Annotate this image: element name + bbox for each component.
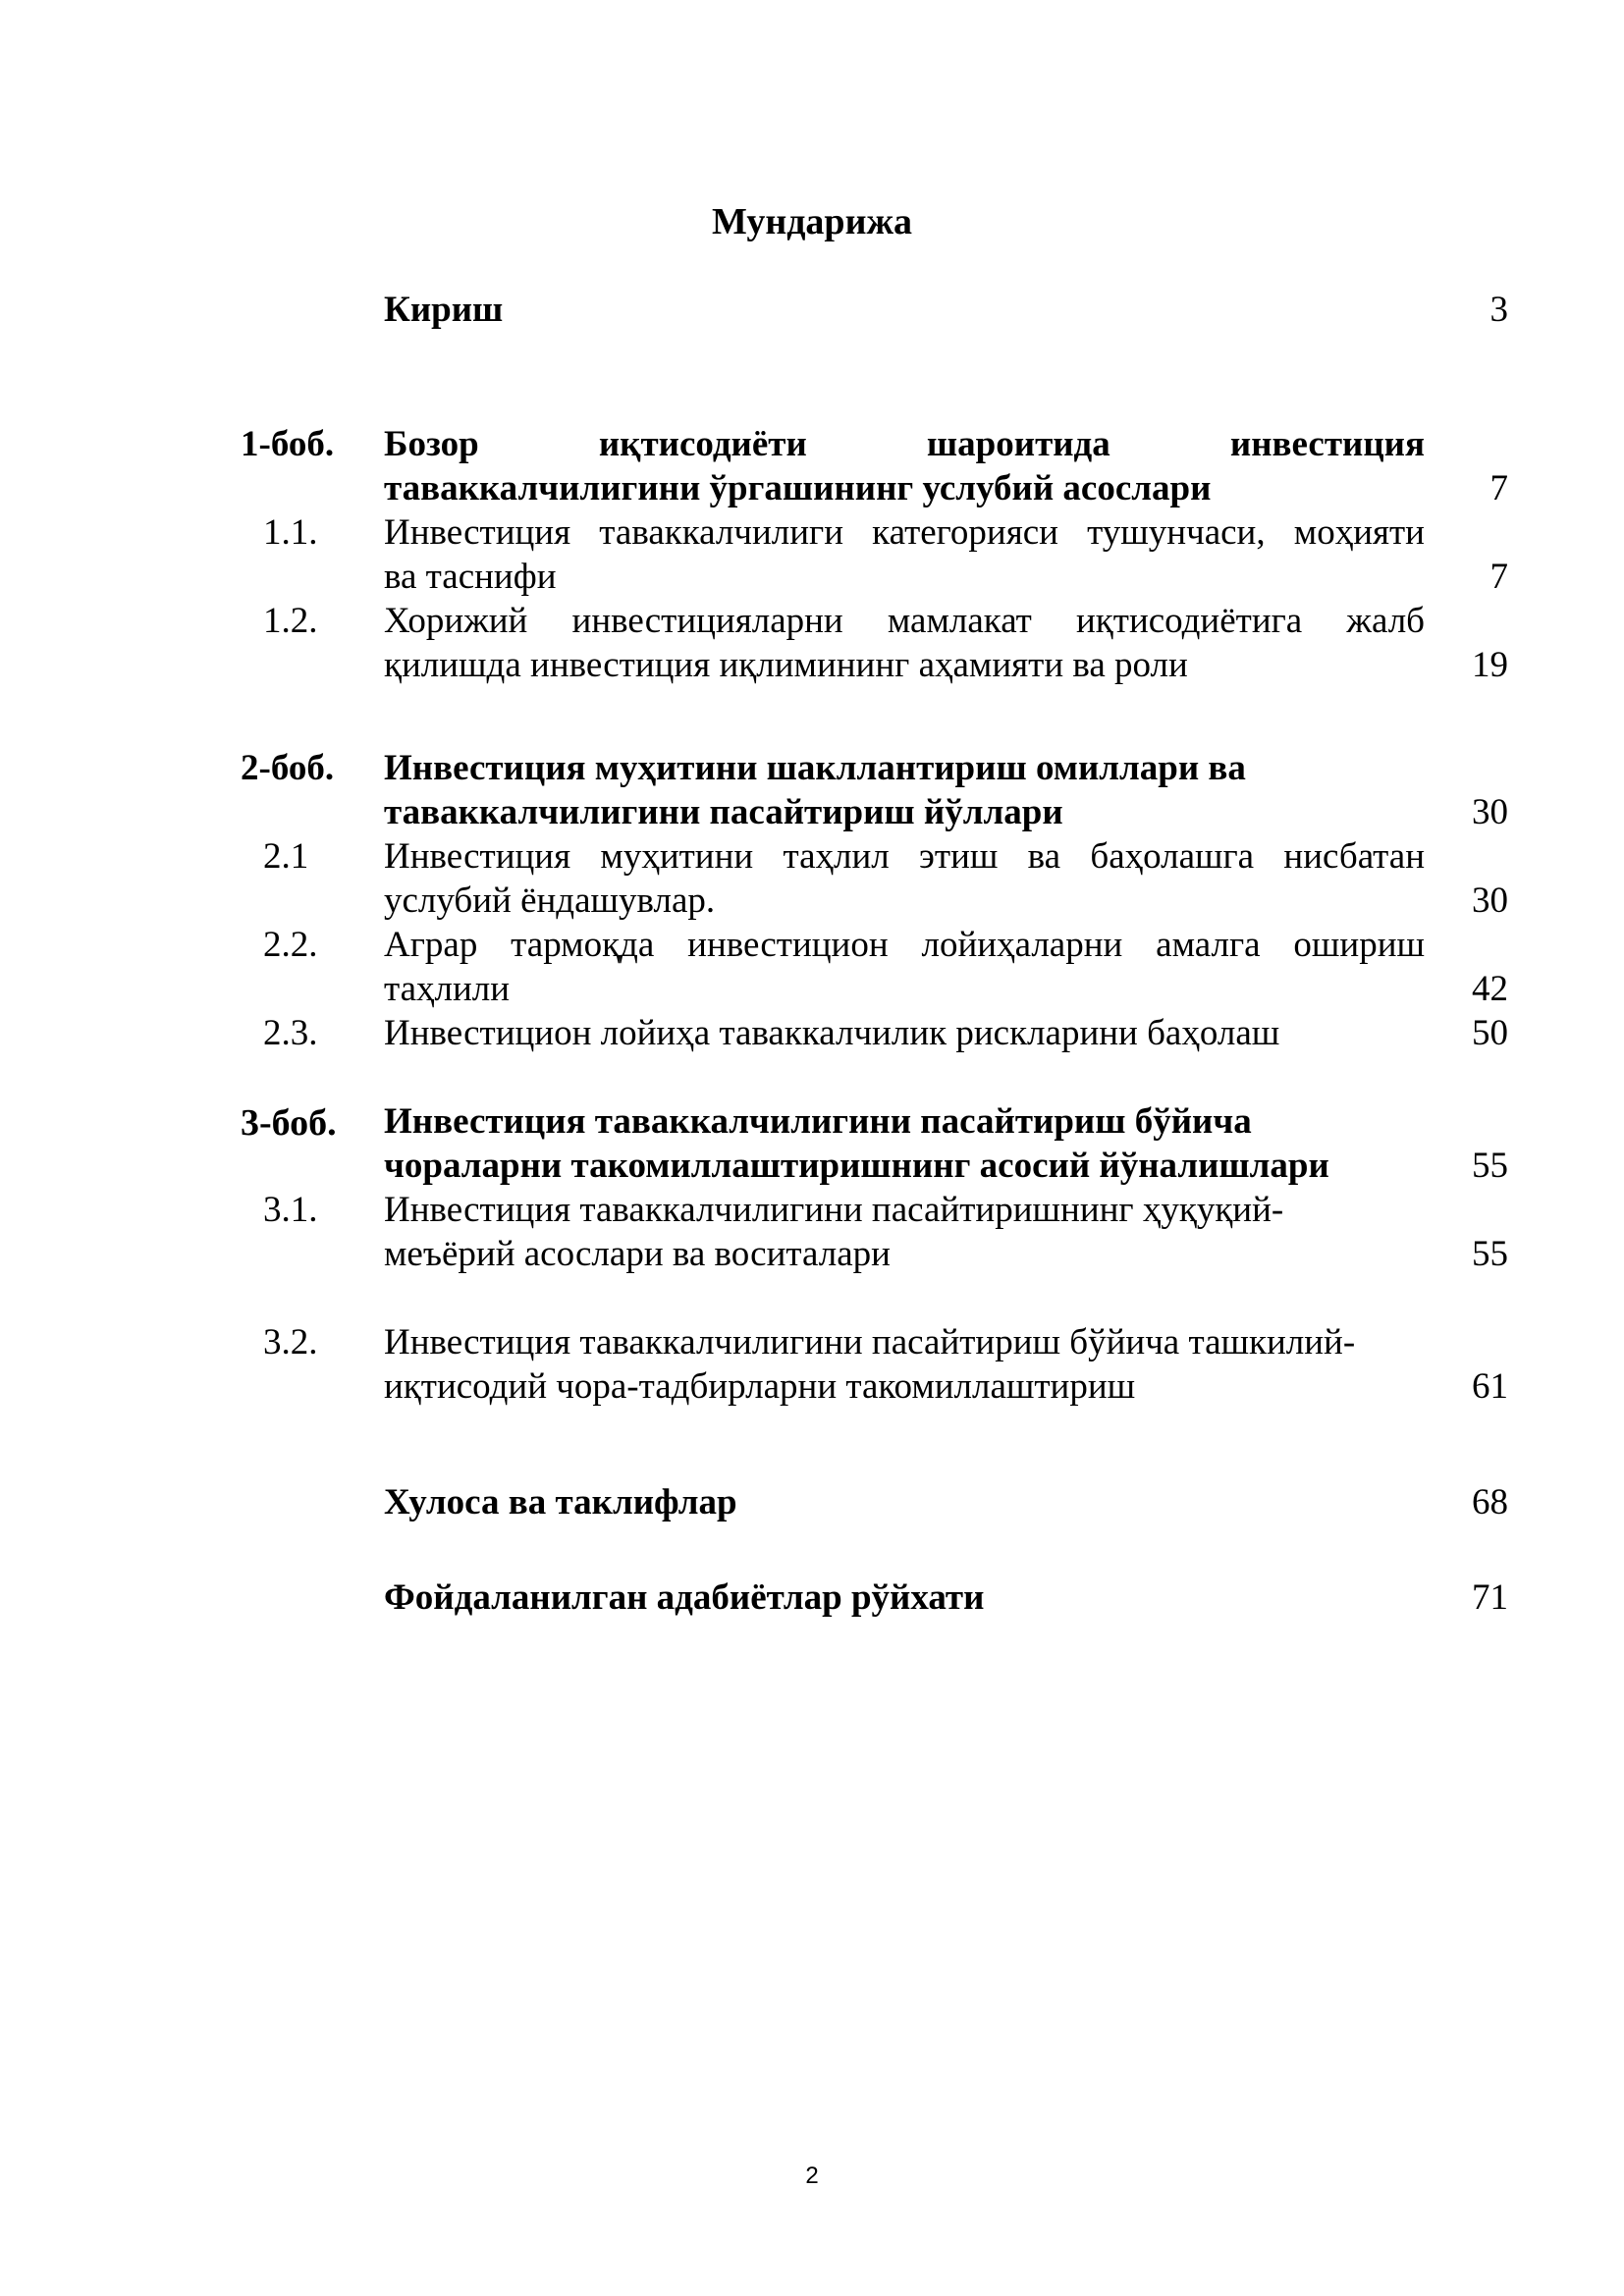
footer-page-number: 2: [805, 2163, 819, 2189]
section-title-line: таҳлили: [384, 969, 511, 1009]
chapter-title-line: Бозор иқтисодиёти шароитида инвестиция: [384, 424, 1425, 464]
chapter-number: 3-боб.: [241, 1102, 337, 1144]
toc-page-number: 30: [1472, 792, 1508, 832]
toc-page-number: 42: [1472, 969, 1508, 1009]
chapter-number: 2-боб.: [241, 748, 335, 788]
section-title-line: меъёрий асослари ва воситалари: [384, 1234, 891, 1274]
toc-page-number: 71: [1472, 1577, 1508, 1618]
chapter-title-line: таваккалчилигини ўргашининг услубий асослари: [384, 468, 1212, 508]
toc-page-number: 55: [1472, 1146, 1508, 1186]
section-number: 2.1: [263, 836, 309, 877]
chapter-title-line: Инвестиция муҳитини шакллантириш омиллари ва: [384, 748, 1246, 788]
toc-page-number: 50: [1472, 1013, 1508, 1053]
section-number: 1.1.: [263, 512, 318, 553]
section-title-line: Инвестиция таваккалчилигини пасайтириш бўйича ташкилий-: [384, 1322, 1356, 1362]
section-title-line: иқтисодий чора-тадбирларни такомиллаштириш: [384, 1366, 1136, 1407]
toc-page-number: 30: [1472, 881, 1508, 921]
section-title-line: Аграр тармоқда инвестицион лойиҳаларни амалга ошириш: [384, 925, 1425, 965]
chapter-title-line: чораларни такомиллаштиришнинг асосий йўналишлари: [384, 1146, 1329, 1186]
toc-page-number: 55: [1472, 1234, 1508, 1274]
toc-entry-label: Кириш: [384, 290, 504, 330]
toc-page-number: 68: [1472, 1482, 1508, 1522]
section-title-line: Инвестиция таваккалчилиги категорияси тушунчаси, моҳияти: [384, 512, 1425, 553]
toc-entry-label: Хулоса ва таклифлар: [384, 1482, 737, 1522]
section-number: 2.3.: [263, 1013, 318, 1053]
toc-page-number: 3: [1489, 290, 1508, 330]
chapter-number: 1-боб.: [241, 424, 335, 464]
section-title-line: қилишда инвестиция иқлимининг аҳамияти ва роли: [384, 645, 1188, 685]
section-title-line: услубий ёндашувлар.: [384, 881, 716, 921]
section-title-line: Инвестиция таваккалчилигини пасайтиришнинг ҳуқуқий-: [384, 1190, 1284, 1230]
section-number: 1.2.: [263, 601, 318, 641]
toc-page-number: 61: [1472, 1366, 1508, 1407]
chapter-title-line: Инвестиция таваккалчилигини пасайтириш бўйича: [384, 1101, 1252, 1142]
section-title-line: Хорижий инвестицияларни мамлакат иқтисодиётига жалб: [384, 601, 1425, 641]
section-title-line: ва таснифи: [384, 557, 557, 597]
toc-page-number: 7: [1489, 557, 1508, 597]
page-title: Мундарижа: [711, 201, 913, 242]
section-title-line: Инвестиция муҳитини таҳлил этиш ва баҳолашга нисбатан: [384, 836, 1425, 877]
section-number: 2.2.: [263, 925, 318, 965]
section-number: 3.1.: [263, 1190, 318, 1230]
toc-page-number: 7: [1489, 468, 1508, 508]
chapter-title-line: таваккалчилигини пасайтириш йўллари: [384, 792, 1063, 832]
section-number: 3.2.: [263, 1322, 318, 1362]
toc-entry-label: Фойдаланилган адабиётлар рўйхати: [384, 1577, 985, 1618]
toc-page-number: 19: [1472, 645, 1508, 685]
section-title-line: Инвестицион лойиҳа таваккалчилик рискларини баҳолаш: [384, 1013, 1280, 1053]
